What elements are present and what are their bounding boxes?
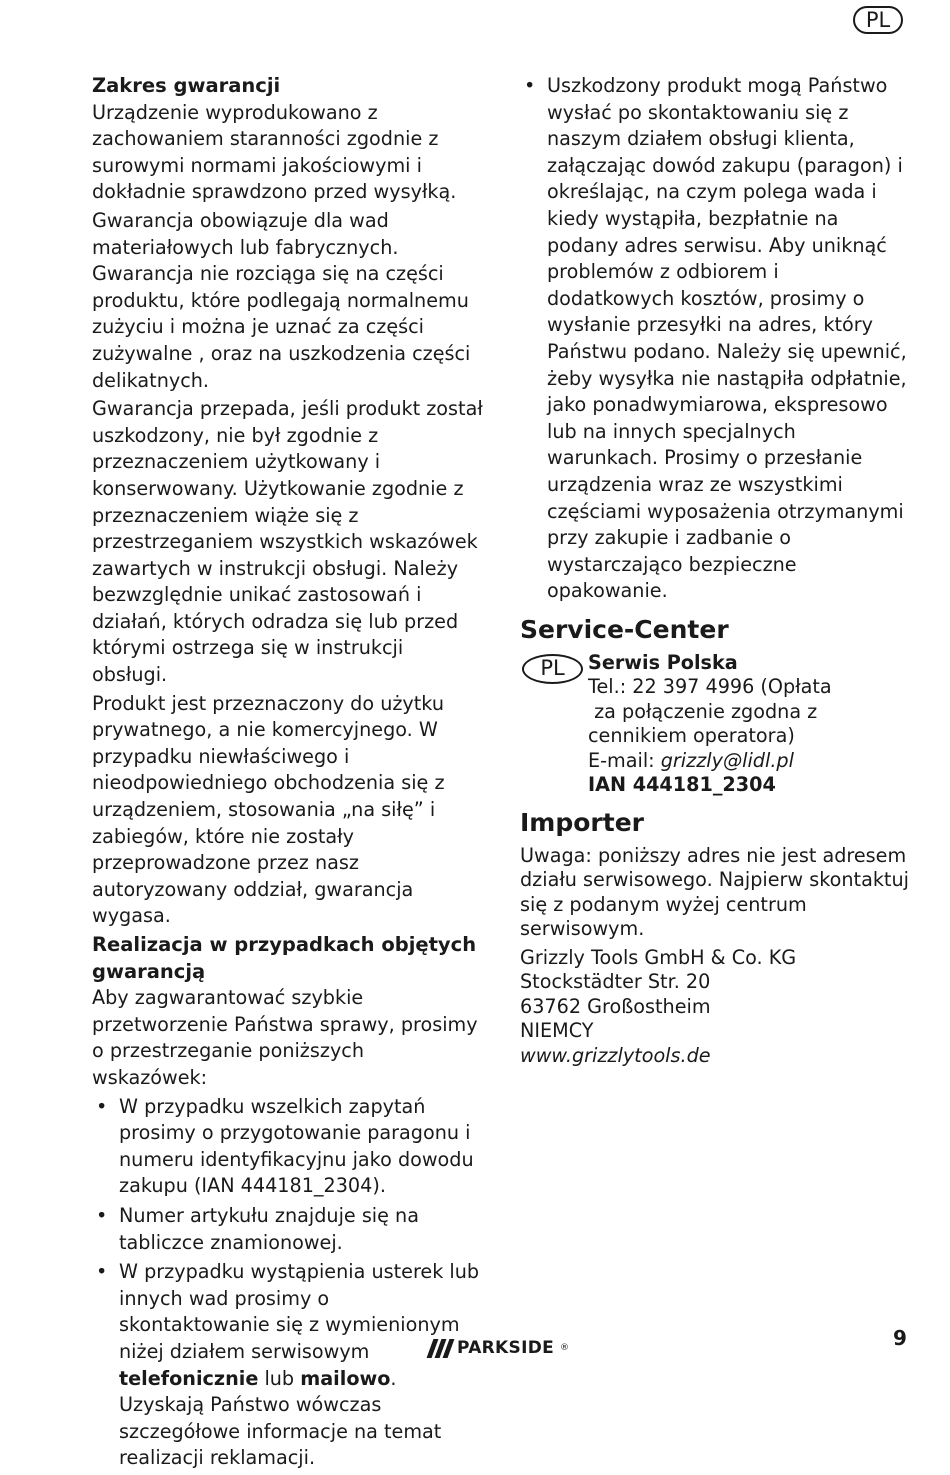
importer-city: 63762 Großostheim xyxy=(520,994,711,1018)
service-email-line xyxy=(588,749,912,774)
warranty-instructions-list-continued xyxy=(520,73,912,605)
email-emphasis: mailowo xyxy=(300,1366,391,1390)
warranty-handling-heading: Realizacja w przypadkach objętych gwarancją xyxy=(92,933,477,983)
importer-address xyxy=(520,946,912,1069)
service-contact-block xyxy=(520,651,912,798)
list-item xyxy=(92,1094,484,1200)
list-item-text: Numer artykułu znajduje się na tabliczce znamionowej. xyxy=(119,1203,419,1254)
list-item-text: W przypadku wszelkich zapytań prosimy o przygotowanie paragonu i numeru identyfikacyjnu jako dowodu zakupu (IAN 444181_2304). xyxy=(119,1094,474,1198)
brand-name: PARKSIDE xyxy=(457,1338,555,1358)
list-item xyxy=(520,73,912,605)
warranty-paragraph-4: Produkt jest przeznaczony do użytku prywatnego, a nie komercyjnego. W przypadku niewłaściwego i nieodpowiedniego obchodzenia się z urządzeniem, stosowania „na siłę” i zabiegów, które nie zostały przeprowadzone przez nasz autoryzowany oddział, gwarancja wygasa. xyxy=(92,691,445,928)
list-item-text: . Uzyskają Państwo wówczas szczegółowe informacje na temat realizacji reklamacji. xyxy=(119,1366,442,1470)
importer-company: Grizzly Tools GmbH & Co. KG xyxy=(520,945,797,969)
warranty-scope-heading: Zakres gwarancji xyxy=(92,74,281,97)
importer-website-link[interactable]: www.grizzlytools.de xyxy=(520,1043,711,1067)
service-email-link[interactable]: grizzly@lidl.pl xyxy=(660,748,794,772)
list-item-text: Uszkodzony produkt mogą Państwo wysłać po skontaktowaniu się z naszym działem obsługi klienta, załączając dowód zakupu (paragon) i określając, na czym polega wada i kiedy wystąpiła, bezpłatnie na podany adres serwisu. Aby uniknąć problemów z odbiorem i dodatkowych kosztów, prosimy o wysłanie przesyłki na adres, który Państwu podano. Należy się upewnić, żeby wysyłka nie nastąpiła odpłatnie, jako ponadwymiarowa, ekspresowo lub na innych specjalnych warunkach. Prosimy o przesłanie urządzenia wraz ze wszystkimi częściami wyposażenia otrzymanymi przy zakupie i zadbanie o wystarczająco bezpieczne opakowanie. xyxy=(547,74,907,603)
importer-heading: Importer xyxy=(520,807,644,837)
parkside-logo xyxy=(430,1334,569,1362)
language-badge: PL xyxy=(853,6,903,34)
registered-mark: ® xyxy=(560,1343,570,1353)
left-column xyxy=(92,73,484,1475)
service-center-heading: Service-Center xyxy=(520,614,729,644)
warranty-paragraph-1: Urządzenie wyprodukowano z zachowaniem staranności zgodnie z surowymi normami jakościowymi i dokładnie sprawdzono przed wysyłką. xyxy=(92,100,457,204)
right-column xyxy=(520,73,912,1068)
importer-street: Stockstädter Str. 20 xyxy=(520,970,711,994)
list-item-text: W przypadku wystąpienia usterek lub innych wad prosimy o skontaktowanie się z wymienionym niżej działem serwisowym xyxy=(119,1260,480,1363)
warranty-instructions-list xyxy=(92,1094,484,1472)
service-email-label: E-mail: xyxy=(588,748,661,772)
list-item xyxy=(92,1203,484,1256)
warranty-paragraph-3: Gwarancja przepada, jeśli produkt został uszkodzony, nie był zgodnie z przeznaczeniem użytkowany i konserwowany. Użytkowanie zgodnie z przeznaczeniem wiąże się z przestrzeganiem wszystkich wskazówek zawartych w instrukcji obsługi. Należy bezwzględnie unikać zastosowań i działań, których odradza się lub przed którymi ostrzega się w instrukcji obsługi. xyxy=(92,397,483,687)
importer-country: NIEMCY xyxy=(520,1019,594,1043)
page-number: 9 xyxy=(893,1326,907,1350)
service-phone-note: za połączenie zgodna z cennikiem operatora) xyxy=(588,699,824,748)
importer-note: Uwaga: poniższy adres nie jest adresem działu serwisowego. Najpierw skontaktuj się z podanym wyżej centrum serwisowym. xyxy=(520,843,909,941)
warranty-handling-intro: Aby zagwarantować szybkie przetworzenie Państwa sprawy, prosimy o przestrzeganie poniższych wskazówek: xyxy=(92,986,478,1089)
importer-block xyxy=(520,844,912,1069)
list-item-text: lub xyxy=(258,1366,301,1390)
country-badge: PL xyxy=(522,654,583,684)
list-item xyxy=(92,1259,484,1472)
parkside-stripes-icon xyxy=(430,1339,451,1358)
warranty-paragraph-2: Gwarancja obowiązuje dla wad materiałowych lub fabrycznych. Gwarancja nie rozciąga się na części produktu, które podlegają normalnemu zużyciu i można je uznać za części zużywalne , oraz na uszkodzenia części delikatnych. xyxy=(92,208,471,392)
service-name: Serwis Polska xyxy=(588,650,738,674)
service-phone: Tel.: 22 397 4996 (Opłata xyxy=(588,675,832,699)
service-ian: IAN 444181_2304 xyxy=(588,773,776,797)
phone-emphasis: telefonicznie xyxy=(119,1366,259,1390)
